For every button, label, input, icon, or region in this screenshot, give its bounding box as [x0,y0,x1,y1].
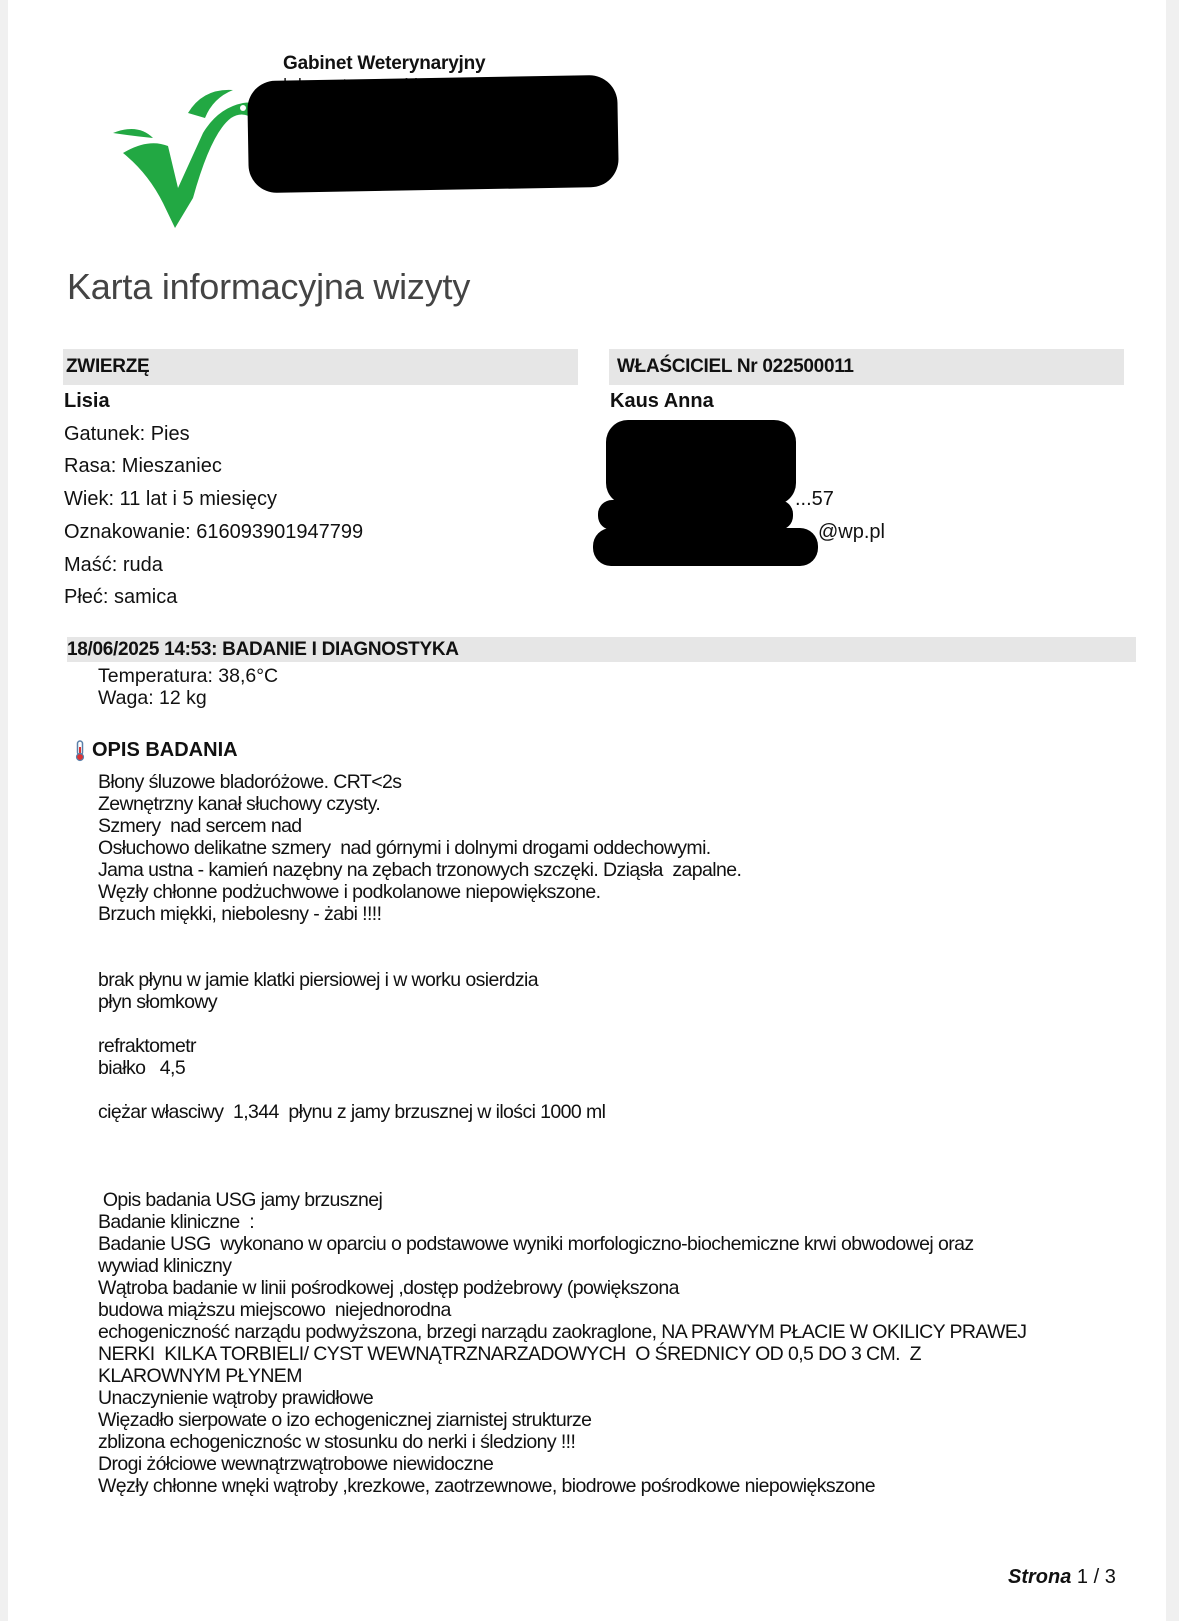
exam-line [98,1079,1128,1101]
exam-line: Zewnętrzny kanał słuchowy czysty. [98,793,381,815]
exam-line: Badanie kliniczne : [98,1211,255,1233]
exam-line: zblizona echogenicznośc w stosunku do nerki i śledziony !!! [98,1431,576,1453]
exam-line [98,1145,1128,1167]
clinic-name: Gabinet Weterynaryjny [283,53,486,74]
owner-email: @wp.pl [818,520,885,543]
page-number [1008,1566,1116,1589]
exam-line: Brzuch miękki, niebolesny - żabi !!!! [98,903,382,925]
redaction-mark [247,75,619,193]
temperature: Temperatura: 38,6°C [98,665,279,687]
animal-section-header: ZWIERZĘ [63,349,578,385]
exam-line [98,1167,1128,1189]
exam-line: KLAROWNYM PŁYNEM [98,1365,302,1387]
exam-line: Szmery nad sercem nad [98,815,302,837]
exam-line: Drogi żółciowe wewnątrzwątrobowe niewidoczne [98,1453,494,1475]
exam-line [98,925,1128,947]
animal-chip: Oznakowanie: 616093901947799 [64,520,364,543]
animal-sex: Płeć: samica [64,586,178,609]
page-total: / 3 [1093,1566,1116,1588]
exam-line: budowa miąższu miejscowo niejednorodna [98,1299,451,1321]
animal-color: Maść: ruda [64,553,163,576]
exam-line: białko 4,5 [98,1057,186,1079]
exam-line: NERKI KILKA TORBIELI/ CYST WEWNĄTRZNARZADOWYCH O ŚREDNICY OD 0,5 DO 3 CM. Z [98,1343,921,1365]
page-current: 1 [1076,1566,1089,1588]
page-label: Strona [1008,1566,1072,1588]
thermometer-icon [74,740,86,762]
exam-line: Unaczynienie wątroby prawidłowe [98,1387,374,1409]
exam-line: wywiad kliniczny [98,1255,232,1277]
exam-line: Jama ustna - kamień nazębny na zębach trzonowych szczęki. Dziąsła zapalne. [98,859,742,881]
owner-name: Kaus Anna [610,390,714,412]
exam-line: płyn słomkowy [98,991,217,1013]
animal-details [64,385,363,614]
redaction-mark [606,420,796,505]
exam-line: refraktometr [98,1035,196,1057]
animal-species: Gatunek: Pies [64,422,190,445]
exam-line: Więzadło sierpowate o izo echogenicznej ziarnistej strukturze [98,1409,592,1431]
owner-phone: ...57 [795,488,834,511]
owner-section-header: WŁAŚCICIEL Nr 022500011 [609,349,1124,385]
exam-title-text: OPIS BADANIA [92,739,238,761]
exam-line: Węzły chłonne podżuchwowe i podkolanowe niepowiększone. [98,881,601,903]
exam-line: Osłuchowo delikatne szmery nad górnymi i dolnymi drogami oddechowymi. [98,837,711,859]
exam-line: Badanie USG wykonano w oparciu o podstawowe wyniki morfologiczno-biochemiczne krwi obwodowej oraz [98,1233,974,1255]
exam-line: echogeniczność narządu podwyższona, brzegi narządu zaokraglone, NA PRAWYM PŁACIE W OKILICY PRAWEJ [98,1321,1027,1343]
exam-line [98,1013,1128,1035]
exam-line: Wątroba badanie w linii pośrodkowej ,dostęp podżebrowy (powiększona [98,1277,679,1299]
clinic-logo [93,78,273,238]
weight: Waga: 12 kg [98,687,207,709]
animal-name: Lisia [64,390,110,412]
animal-breed: Rasa: Mieszaniec [64,455,222,478]
exam-line: ciężar własciwy 1,344 płynu z jamy brzusznej w ilości 1000 ml [98,1101,606,1123]
document-page [8,0,1166,1621]
exam-line: Błony śluzowe bladoróżowe. CRT<2s [98,771,402,793]
exam-line [98,1123,1128,1145]
redaction-mark [593,528,818,566]
exam-line: Węzły chłonne wnęki wątroby ,krezkowe, zaotrzewnowe, biodrowe pośrodkowe niepowiększone [98,1475,875,1497]
exam-title [74,739,238,762]
visit-header: 18/06/2025 14:53: BADANIE I DIAGNOSTYKA [67,637,1136,662]
vitals [98,665,278,709]
exam-line: Opis badania USG jamy brzusznej [98,1189,383,1211]
document-title: Karta informacyjna wizyty [67,266,471,307]
animal-age: Wiek: 11 lat i 5 miesięcy [64,488,278,511]
redaction-mark [598,500,793,530]
exam-line [98,947,1128,969]
exam-description [98,771,1128,1497]
exam-line: brak płynu w jamie klatki piersiowej i w worku osierdzia [98,969,538,991]
